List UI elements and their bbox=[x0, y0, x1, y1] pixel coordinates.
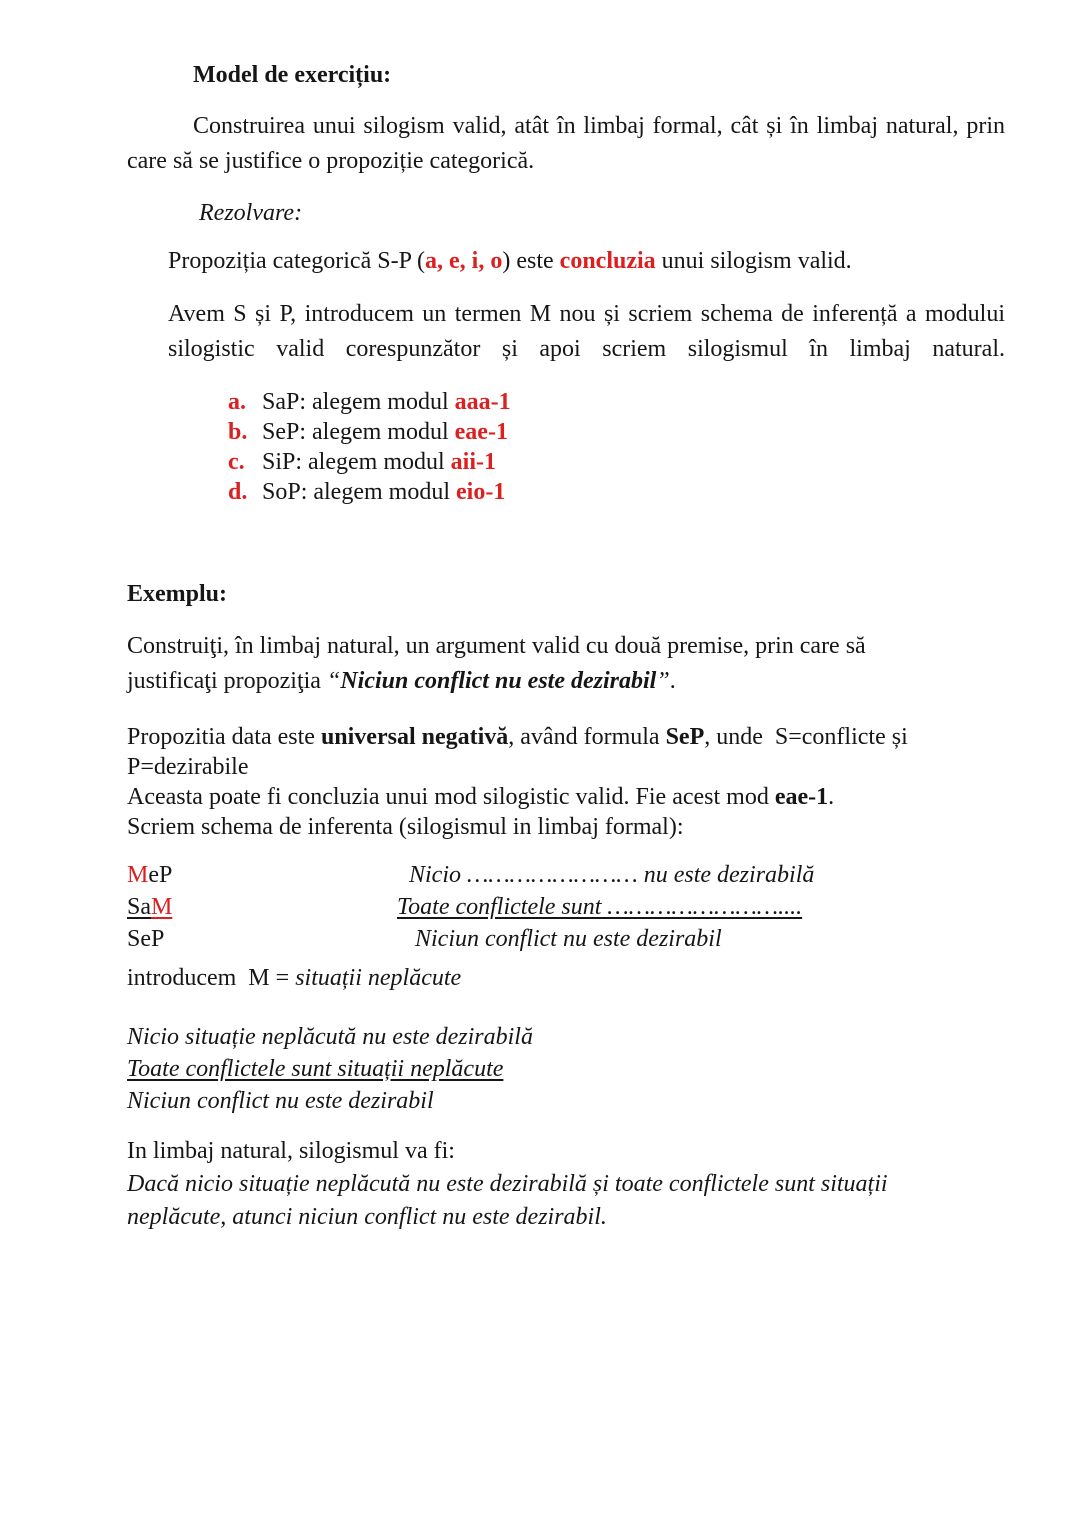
schema-inferenta bbox=[127, 859, 1005, 955]
list-marker: b. bbox=[228, 419, 248, 445]
text-line: Construiţi, în limbaj natural, un argument valid cu două premise, prin care să bbox=[127, 633, 866, 659]
text-run: . bbox=[828, 784, 835, 810]
paragraph-construirea: Construirea unui silogism valid, atât în limbaj formal, cât și în limbaj natural, prin care să se justifice o propoziție categorică. bbox=[127, 113, 1005, 174]
underlined-red-m: M bbox=[151, 894, 173, 920]
list-text: SoP: alegem modul bbox=[262, 479, 456, 505]
text-run: Propozitia data este bbox=[127, 724, 321, 750]
mode-name: eio-1 bbox=[456, 479, 506, 505]
text-line bbox=[127, 722, 1005, 752]
schema-row-sam bbox=[127, 891, 1005, 923]
list-marker: d. bbox=[228, 479, 248, 505]
schema-right-premise2 bbox=[397, 891, 802, 923]
text-run: justificaţi propoziţia bbox=[127, 668, 327, 694]
mode-name: eae-1 bbox=[454, 419, 508, 445]
label-rezolvare: Rezolvare: bbox=[199, 200, 303, 226]
text-line bbox=[127, 664, 1005, 699]
schema-right-premise1: Nicio …………………… nu este dezirabilă bbox=[409, 862, 815, 888]
list-marker: a. bbox=[228, 389, 246, 415]
mode-name: aaa-1 bbox=[454, 389, 511, 415]
underlined-premise: Toate conflictele sunt situații neplăcute bbox=[127, 1056, 504, 1082]
quote-open: “ bbox=[326, 668, 341, 694]
paragraph-propozitia-categorica bbox=[168, 244, 1005, 279]
red-letters-aeio: a, e, i, o bbox=[425, 248, 503, 274]
conclusion-line: Niciun conflict nu este dezirabil bbox=[127, 1088, 434, 1114]
schema-right-conclusion: Niciun conflict nu este dezirabil bbox=[415, 926, 722, 952]
heading-exemplu: Exemplu: bbox=[127, 581, 228, 607]
text-run: , având formula bbox=[508, 724, 666, 750]
paragraph-introducem bbox=[127, 963, 1005, 993]
mode-list bbox=[228, 387, 1005, 507]
text-line bbox=[127, 782, 1005, 812]
list-text: SaP: alegem modul bbox=[262, 389, 455, 415]
red-word-concluzia: concluzia bbox=[559, 248, 656, 274]
phrase-niciun-conflict: Niciun conflict nu este dezirabil bbox=[340, 668, 657, 694]
bold-universal-negativa: universal negativă bbox=[320, 724, 509, 750]
list-marker: c. bbox=[228, 449, 245, 475]
text-run: . bbox=[669, 668, 676, 694]
schema-left-mep bbox=[127, 859, 405, 891]
heading-model-de-exercitiu: Model de exercițiu: bbox=[193, 62, 392, 88]
text-run: introducem M = bbox=[127, 965, 296, 991]
list-item bbox=[228, 477, 1005, 507]
schema-left-sam bbox=[127, 891, 405, 923]
final-paragraph bbox=[127, 1135, 1005, 1234]
list-text: SiP: alegem modul bbox=[262, 449, 451, 475]
paragraph-propozitia-data bbox=[127, 722, 1005, 842]
quote-close: ” bbox=[656, 668, 670, 694]
text-run: Propoziția categorică S-P ( bbox=[168, 248, 426, 274]
final-italic-line-2: neplăcute, atunci niciun conflict nu este dezirabil. bbox=[127, 1204, 607, 1230]
schema-row-sep bbox=[127, 923, 1005, 955]
list-item bbox=[228, 447, 1005, 477]
bold-sep-formula: SeP bbox=[665, 724, 705, 750]
list-item bbox=[228, 417, 1005, 447]
italic-situatii-neplacute: situații neplăcute bbox=[295, 965, 462, 991]
final-italic-line-1: Dacă nicio situație neplăcută nu este dezirabilă și toate conflictele sunt situații bbox=[127, 1171, 888, 1197]
mode-name: aii-1 bbox=[450, 449, 496, 475]
text-run: ) este bbox=[502, 248, 560, 274]
list-text: SeP: alegem modul bbox=[262, 419, 455, 445]
text-run: , unde S=conflicte și bbox=[704, 724, 908, 750]
schema-left-sep: SeP bbox=[127, 926, 165, 952]
final-intro-line: In limbaj natural, silogismul va fi: bbox=[127, 1138, 455, 1164]
bold-mode-eae1: eae-1 bbox=[774, 784, 829, 810]
text-run: eP bbox=[148, 862, 173, 888]
underlined-sa: Sa bbox=[127, 894, 151, 920]
text-line: Scriem schema de inferenta (silogismul in limbaj formal): bbox=[127, 814, 684, 840]
text-line: P=dezirabile bbox=[127, 754, 249, 780]
premise-line-2 bbox=[127, 1053, 1005, 1085]
paragraph-construiti bbox=[127, 629, 1005, 699]
schema-row-mep bbox=[127, 859, 1005, 891]
premise-line-1: Nicio situație neplăcută nu este dezirabilă bbox=[127, 1024, 533, 1050]
underlined-premise2: Toate conflictele sunt …………………….... bbox=[397, 894, 803, 920]
text-run: unui silogism valid. bbox=[655, 248, 852, 274]
text-run: Aceasta poate fi concluzia unui mod silogistic valid. Fie acest mod bbox=[127, 784, 775, 810]
paragraph-avem: Avem S și P, introducem un termen M nou și scriem schema de inferență a modului silogistic valid corespunzător și apoi scriem silogismul în limbaj natural. bbox=[168, 301, 1005, 362]
silogism-natural-schema bbox=[127, 1021, 1005, 1117]
list-item bbox=[228, 387, 1005, 417]
red-letter-m: M bbox=[127, 862, 149, 888]
